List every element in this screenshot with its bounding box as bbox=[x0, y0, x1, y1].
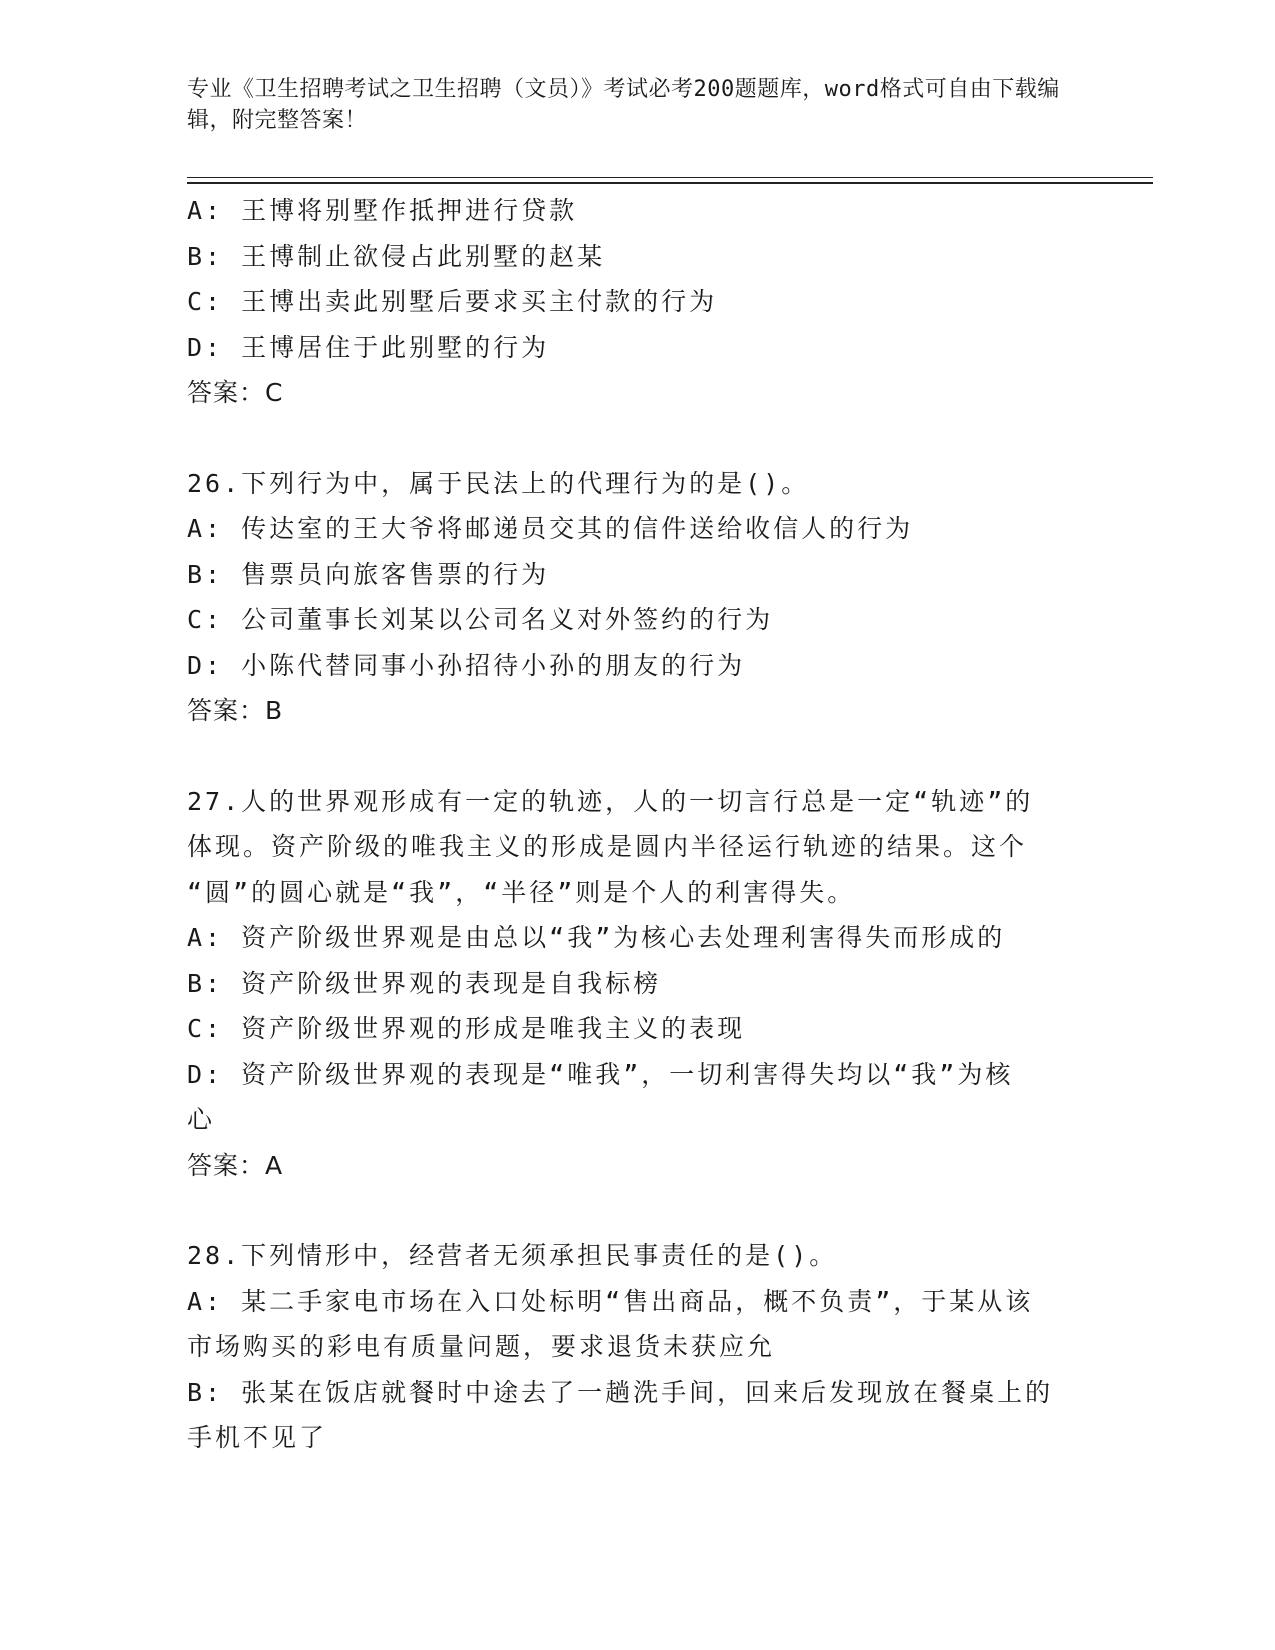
option-a-continued: 市场购买的彩电有质量问题，要求退货未获应允 bbox=[187, 1332, 776, 1361]
question-28 bbox=[187, 1233, 1087, 1461]
option-a: A: 资产阶级世界观是由总以“我”为核心去处理利害得失而形成的 bbox=[187, 923, 1006, 952]
header-divider-thin bbox=[187, 177, 1153, 178]
spacer bbox=[187, 416, 1087, 461]
question-stem-line: 27.人的世界观形成有一定的轨迹，人的一切言行总是一定“轨迹”的 bbox=[187, 786, 1034, 816]
header-divider-thick bbox=[187, 182, 1153, 184]
option-b: B: 售票员向旅客售票的行为 bbox=[187, 559, 550, 589]
question-25 bbox=[187, 188, 1087, 416]
answer-label: 答案：B bbox=[187, 696, 284, 725]
answer-label: 答案：C bbox=[187, 378, 284, 407]
option-d-continued: 心 bbox=[187, 1105, 216, 1134]
option-b-continued: 手机不见了 bbox=[187, 1423, 328, 1452]
spacer bbox=[187, 734, 1087, 779]
question-stem: 26.下列行为中，属于民法上的代理行为的是()。 bbox=[187, 468, 810, 498]
option-a: A: 王博将别墅作抵押进行贷款 bbox=[187, 196, 578, 225]
option-a: A: 某二手家电市场在入口处标明“售出商品，概不负责”，于某从该 bbox=[187, 1286, 1034, 1316]
question-27 bbox=[187, 779, 1087, 1189]
option-a: A: 传达室的王大爷将邮递员交其的信件送给收信人的行为 bbox=[187, 514, 914, 543]
spacer bbox=[187, 1188, 1087, 1233]
option-d: D: 王博居住于此别墅的行为 bbox=[187, 332, 550, 362]
option-b: B: 资产阶级世界观的表现是自我标榜 bbox=[187, 968, 662, 998]
question-content bbox=[187, 188, 1087, 1461]
question-stem-line: “圆”的圆心就是“我”，“半径”则是个人的利害得失。 bbox=[187, 877, 856, 907]
option-c: C: 王博出卖此别墅后要求买主付款的行为 bbox=[187, 287, 718, 316]
document-header: 专业《卫生招聘考试之卫生招聘（文员）》考试必考200题题库，word格式可自由下载编辑，附完整答案！ bbox=[187, 77, 1060, 133]
option-d: D: 小陈代替同事小孙招待小孙的朋友的行为 bbox=[187, 650, 746, 680]
question-stem: 28.下列情形中，经营者无须承担民事责任的是()。 bbox=[187, 1241, 838, 1270]
option-b: B: 张某在饭店就餐时中途去了一趟洗手间，回来后发现放在餐桌上的 bbox=[187, 1377, 1054, 1407]
question-26 bbox=[187, 461, 1087, 734]
answer-label: 答案：A bbox=[187, 1150, 284, 1180]
option-c: C: 资产阶级世界观的形成是唯我主义的表现 bbox=[187, 1014, 746, 1043]
option-b: B: 王博制止欲侵占此别墅的赵某 bbox=[187, 241, 606, 271]
option-d: D: 资产阶级世界观的表现是“唯我”，一切利害得失均以“我”为核 bbox=[187, 1059, 1014, 1089]
question-stem-line: 体现。资产阶级的唯我主义的形成是圆内半径运行轨迹的结果。这个 bbox=[187, 832, 1028, 861]
option-c: C: 公司董事长刘某以公司名义对外签约的行为 bbox=[187, 605, 774, 634]
